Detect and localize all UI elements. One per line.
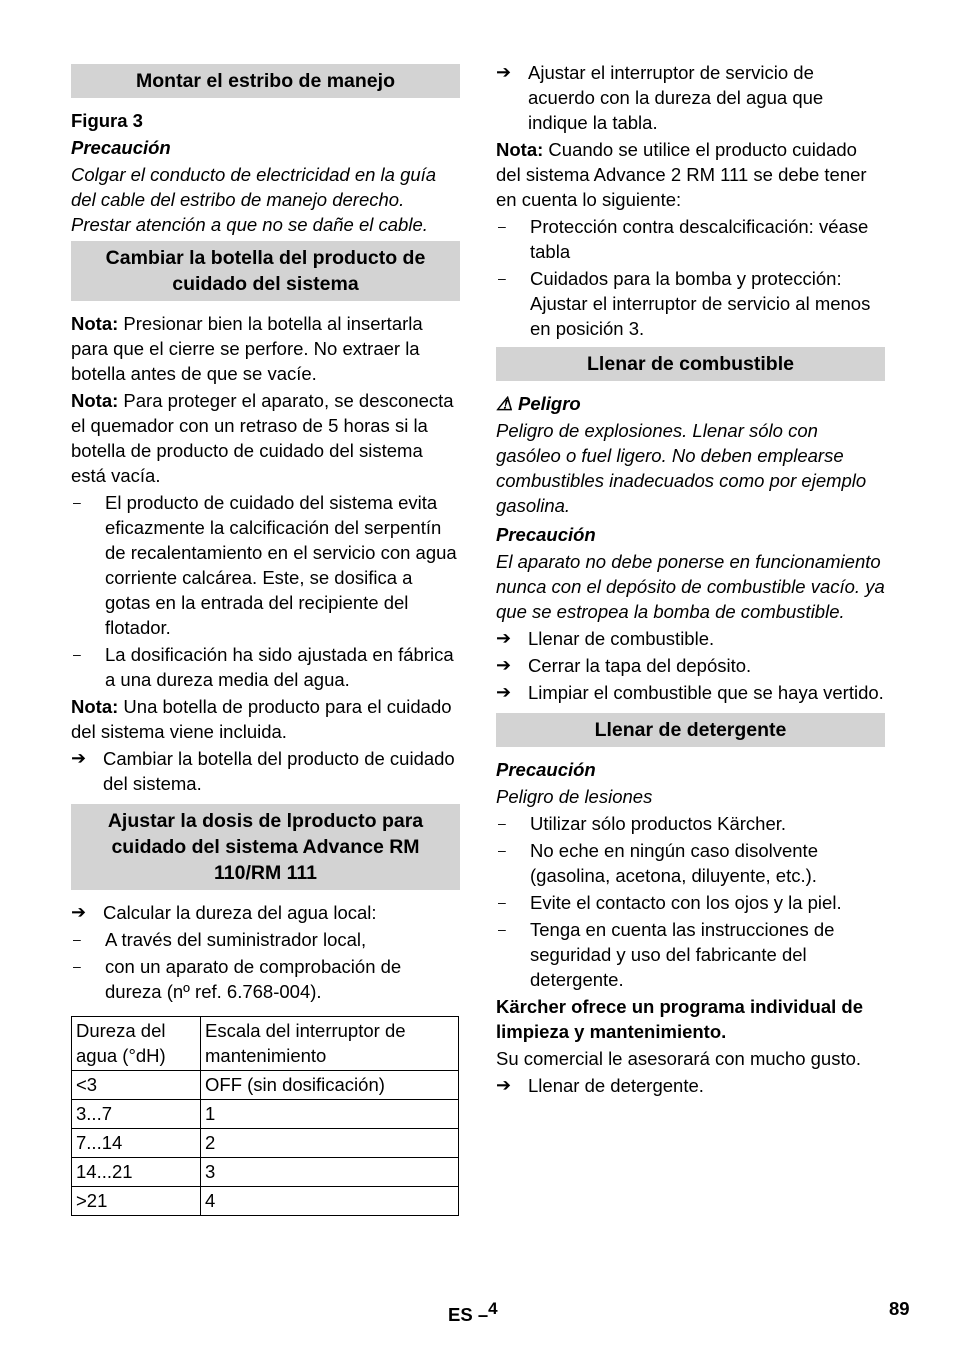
- step-item: [496, 653, 885, 678]
- note-text: Presionar bien la botella al insertarla para que el cierre se perfore. No extraer la botella antes de que se vacíe.: [71, 313, 423, 384]
- dash-icon: –: [498, 842, 506, 858]
- dash-icon: –: [73, 494, 81, 510]
- table-cell: 7...14: [72, 1129, 201, 1158]
- table-row: [72, 1100, 459, 1129]
- step-item: [496, 60, 885, 135]
- dash-icon: –: [498, 815, 506, 831]
- figure-reference: Figura 3: [71, 110, 143, 131]
- page-number: 89: [889, 1298, 910, 1319]
- table-cell: 3...7: [72, 1100, 201, 1129]
- danger-title: [496, 391, 885, 416]
- table-cell: >21: [72, 1187, 201, 1216]
- dash-icon: –: [73, 646, 81, 662]
- caution-text: El aparato no debe ponerse en funcionamiento nunca con el depósito de combustible vacío. ya que se estropea la bomba de combustible.: [496, 551, 885, 622]
- list-item: [496, 838, 885, 888]
- dealer-advice-text: Su comercial le asesorará con mucho gusto.: [496, 1048, 862, 1069]
- table-row: [72, 1158, 459, 1187]
- danger-title-text: Peligro: [518, 393, 581, 414]
- note-label: Nota:: [496, 139, 544, 160]
- note-paragraph: [71, 388, 460, 488]
- list-item-text: Cuidados para la bomba y protección: Ajustar el interruptor de servicio al menos en posición 3.: [530, 268, 871, 339]
- arrow-icon: ➔: [496, 628, 512, 648]
- list-item: [496, 890, 885, 915]
- list-item: [71, 642, 460, 692]
- arrow-icon: ➔: [496, 1075, 512, 1095]
- dash-icon: –: [498, 218, 506, 234]
- list-item: [496, 266, 885, 341]
- water-hardness-table: [71, 1016, 459, 1216]
- dash-icon: –: [498, 921, 506, 937]
- section-heading-cambiar: Cambiar la botella del producto de cuidado del sistema: [71, 241, 460, 301]
- list-item-text: Utilizar sólo productos Kärcher.: [530, 813, 787, 834]
- table-header-row: [72, 1017, 459, 1071]
- step-text: Limpiar el combustible que se haya vertido.: [528, 682, 884, 703]
- table-cell: OFF (sin dosificación): [201, 1071, 459, 1100]
- step-item: [496, 626, 885, 651]
- dash-icon: –: [498, 270, 506, 286]
- table-header-cell: Escala del interruptor de mantenimiento: [201, 1017, 459, 1071]
- caution-text: Colgar el conducto de electricidad en la guía del cable del estribo de manejo derecho. Prestar atención a que no se dañe el cable.: [71, 164, 437, 235]
- list-item: [496, 811, 885, 836]
- caution-title: Precaución: [71, 137, 171, 158]
- table-cell: <3: [72, 1071, 201, 1100]
- step-text: Calcular la dureza del agua local:: [103, 902, 377, 923]
- warning-icon: ⚠: [496, 393, 513, 414]
- step-item: [496, 1073, 885, 1098]
- arrow-icon: ➔: [496, 62, 512, 82]
- section-heading-combustible: Llenar de combustible: [496, 347, 885, 381]
- list-item-text: A través del suministrador local,: [105, 929, 367, 950]
- list-item-text: Tenga en cuenta las instrucciones de seguridad y uso del fabricante del detergente.: [530, 919, 835, 990]
- table-row: [72, 1071, 459, 1100]
- step-text: Llenar de combustible.: [528, 628, 715, 649]
- arrow-icon: ➔: [496, 655, 512, 675]
- list-item-text: La dosificación ha sido ajustada en fábrica a una dureza media del agua.: [105, 644, 454, 690]
- table-cell: 1: [201, 1100, 459, 1129]
- list-item-text: El producto de cuidado del sistema evita eficazmente la calcificación del serpentín de recalentamiento en el servicio con agua corriente calcárea. Este, se dosifica a gotas en la entrada del recipiente del flotador.: [105, 492, 457, 638]
- note-text: Una botella de producto para el cuidado del sistema viene incluida.: [71, 696, 452, 742]
- list-item-text: No eche en ningún caso disolvente (gasolina, acetona, diluyente, etc.).: [530, 840, 818, 886]
- dash-icon: –: [73, 958, 81, 974]
- step-text: Ajustar el interruptor de servicio de acuerdo con la dureza del agua que indique la tabla.: [528, 62, 824, 133]
- language-code: ES: [448, 1304, 473, 1326]
- list-item: [71, 927, 460, 952]
- table-cell: 4: [201, 1187, 459, 1216]
- arrow-icon: ➔: [71, 902, 87, 922]
- step-text: Llenar de detergente.: [528, 1075, 704, 1096]
- note-paragraph: [496, 137, 885, 212]
- list-item-text: Protección contra descalcificación: véase tabla: [530, 216, 869, 262]
- karcher-program-text: Kärcher ofrece un programa individual de limpieza y mantenimiento.: [496, 996, 864, 1042]
- section-heading-montar: Montar el estribo de manejo: [71, 64, 460, 98]
- section-heading-detergente: Llenar de detergente: [496, 713, 885, 747]
- right-column: [496, 60, 885, 1100]
- step-item: [71, 900, 460, 925]
- note-text: Para proteger el aparato, se desconecta el quemador con un retraso de 5 horas si la botella de producto de cuidado del sistema está vacía.: [71, 390, 454, 486]
- table-cell: 2: [201, 1129, 459, 1158]
- arrow-icon: ➔: [496, 682, 512, 702]
- step-text: Cerrar la tapa del depósito.: [528, 655, 752, 676]
- page-code-separator: –: [477, 1304, 489, 1326]
- note-text: Cuando se utilice el producto cuidado del sistema Advance 2 RM 111 se debe tener en cuenta lo siguiente:: [496, 139, 867, 210]
- step-item: [496, 680, 885, 705]
- list-item-text: con un aparato de comprobación de dureza (nº ref. 6.768-004).: [105, 956, 402, 1002]
- caution-title: Precaución: [496, 524, 596, 545]
- note-paragraph: [71, 311, 460, 386]
- table-row: [72, 1129, 459, 1158]
- note-label: Nota:: [71, 696, 119, 717]
- section-page-number: 4: [488, 1299, 498, 1318]
- arrow-icon: ➔: [71, 748, 87, 768]
- list-item: [71, 954, 460, 1004]
- table-row: [72, 1187, 459, 1216]
- page-code: [448, 1296, 498, 1327]
- left-column: [71, 60, 460, 1216]
- list-item-text: Evite el contacto con los ojos y la piel.: [530, 892, 842, 913]
- caution-text: Peligro de lesiones: [496, 786, 653, 807]
- step-item: [71, 746, 460, 796]
- dash-icon: –: [498, 894, 506, 910]
- danger-text: Peligro de explosiones. Llenar sólo con gasóleo o fuel ligero. No deben emplearse combustibles inadecuados como por ejemplo gasolina.: [496, 420, 867, 516]
- table-cell: 14...21: [72, 1158, 201, 1187]
- list-item: [71, 490, 460, 640]
- step-text: Cambiar la botella del producto de cuidado del sistema.: [103, 748, 455, 794]
- note-label: Nota:: [71, 313, 119, 334]
- note-label: Nota:: [71, 390, 119, 411]
- caution-title: Precaución: [496, 759, 596, 780]
- table-header-cell: Dureza del agua (°dH): [72, 1017, 201, 1071]
- dash-icon: –: [73, 931, 81, 947]
- list-item: [496, 917, 885, 992]
- table-cell: 3: [201, 1158, 459, 1187]
- section-heading-ajustar: Ajustar la dosis de lproducto para cuidado del sistema Advance RM 110/RM 111: [71, 804, 460, 890]
- note-paragraph: [71, 694, 460, 744]
- list-item: [496, 214, 885, 264]
